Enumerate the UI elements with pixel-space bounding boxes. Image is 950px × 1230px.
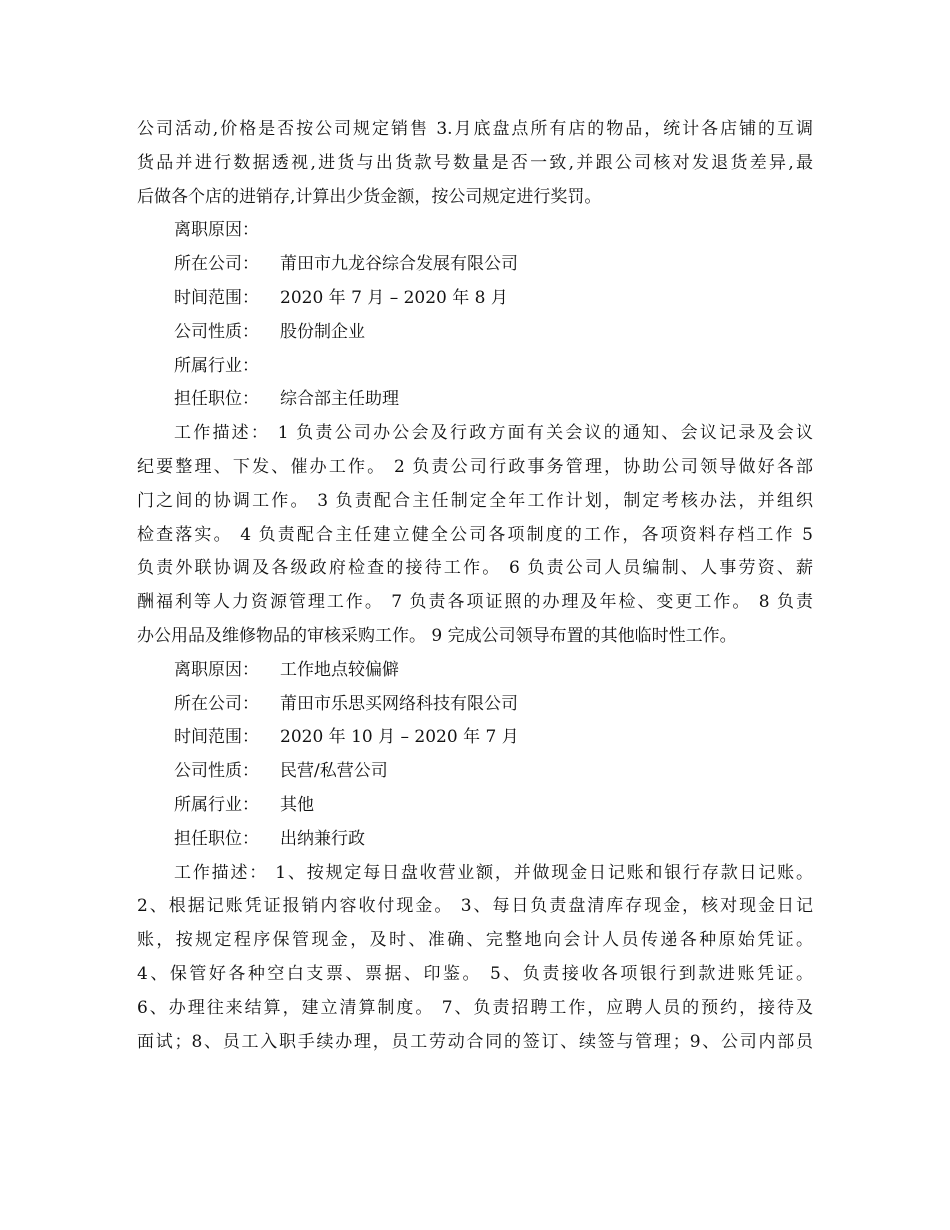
description-line: 2、根据记账凭证报销内容收付现金。 3、每日负责盘清库存现金，核对现金日记 <box>137 896 813 917</box>
field-label: 所属行业： <box>174 794 259 815</box>
description-line: 工作描述： 1 负责公司办公会及行政方面有关会议的通知、会议记录及会议 <box>174 423 813 444</box>
description-line: 4、保管好各种空白支票、票据、印鉴。 5、负责接收各项银行到款进账凭证。 <box>137 963 813 984</box>
description-line: 账，按规定程序保管现金，及时、准确、完整地向会计人员传递各种原始凭证。 <box>137 930 813 951</box>
description-line: 检查落实。 4 负责配合主任建立健全公司各项制度的工作，各项资料存档工作 5 <box>137 524 813 545</box>
field-company <box>137 248 813 282</box>
description-line: 面试；8、员工入职手续办理，员工劳动合同的签订、续签与管理；9、公司内部员 <box>137 1031 813 1052</box>
job-description <box>137 857 813 1060</box>
intro-line: 公司活动,价格是否按公司规定销售 3.月底盘点所有店的物品，统计各店铺的互调 <box>137 119 813 139</box>
description-line: 酬福利等人力资源管理工作。 7 负责各项证照的办理及年检、变更工作。 8 负责 <box>137 592 813 613</box>
field-industry <box>137 789 813 823</box>
field-value: 莆田市乐思买网络科技有限公司 <box>280 693 518 714</box>
field-value: 2020 年 10 月 – 2020 年 7 月 <box>280 727 519 748</box>
description-line: 纪要整理、下发、催办工作。 2 负责公司行政事务管理，协助公司领导做好各部 <box>137 456 813 477</box>
field-label: 公司性质： <box>174 321 259 342</box>
job-entry-1 <box>137 214 813 653</box>
field-value: 2020 年 7 月 – 2020 年 8 月 <box>280 287 508 308</box>
description-line: 办公用品及维修物品的审核采购工作。 9 完成公司领导布置的其他临时性工作。 <box>137 625 737 646</box>
field-value: 民营/私营公司 <box>280 761 388 782</box>
field-label: 所在公司： <box>174 254 259 275</box>
field-label: 公司性质： <box>174 761 259 782</box>
intro-paragraph <box>137 113 813 214</box>
field-position <box>137 823 813 857</box>
field-position <box>137 383 813 417</box>
field-label: 担任职位： <box>174 389 259 410</box>
description-line: 6、办理往来结算，建立清算制度。 7、负责招聘工作，应聘人员的预约，接待及 <box>137 997 813 1018</box>
field-value: 出纳兼行政 <box>280 828 365 849</box>
intro-line: 后做各个店的进销存,计算出少货金额，按公司规定进行奖罚。 <box>137 186 602 207</box>
field-value: 工作地点较偏僻 <box>280 659 399 680</box>
field-company-type <box>137 755 813 789</box>
description-line: 门之间的协调工作。 3 负责配合主任制定全年工作计划，制定考核办法，并组织 <box>137 490 813 511</box>
field-label: 担任职位： <box>174 828 259 849</box>
field-label: 离职原因： <box>174 220 259 241</box>
field-industry <box>137 350 813 384</box>
intro-line: 货品并进行数据透视,进货与出货款号数量是否一致,并跟公司核对发退货差异,最 <box>137 152 813 173</box>
field-label: 时间范围： <box>174 287 259 308</box>
description-line: 负责外联协调及各级政府检查的接待工作。 6 负责公司人员编制、人事劳资、薪 <box>137 558 813 579</box>
field-time-range <box>137 282 813 316</box>
field-company <box>137 688 813 722</box>
field-value: 其他 <box>280 794 314 815</box>
job-entry-2 <box>137 654 813 1060</box>
job-description <box>137 417 813 654</box>
field-label: 时间范围： <box>174 727 259 748</box>
field-value: 股份制企业 <box>280 321 365 342</box>
field-company-type <box>137 316 813 350</box>
field-label: 所属行业： <box>174 355 259 376</box>
description-line: 工作描述： 1、按规定每日盘收营业额，并做现金日记账和银行存款日记账。 <box>174 862 813 883</box>
field-label: 离职原因： <box>174 659 259 680</box>
document-page <box>137 113 813 1059</box>
field-value: 综合部主任助理 <box>280 389 399 410</box>
field-value: 莆田市九龙谷综合发展有限公司 <box>280 254 518 275</box>
field-label: 所在公司： <box>174 693 259 714</box>
field-leave-reason <box>137 214 813 248</box>
field-time-range <box>137 721 813 755</box>
field-leave-reason <box>137 654 813 688</box>
